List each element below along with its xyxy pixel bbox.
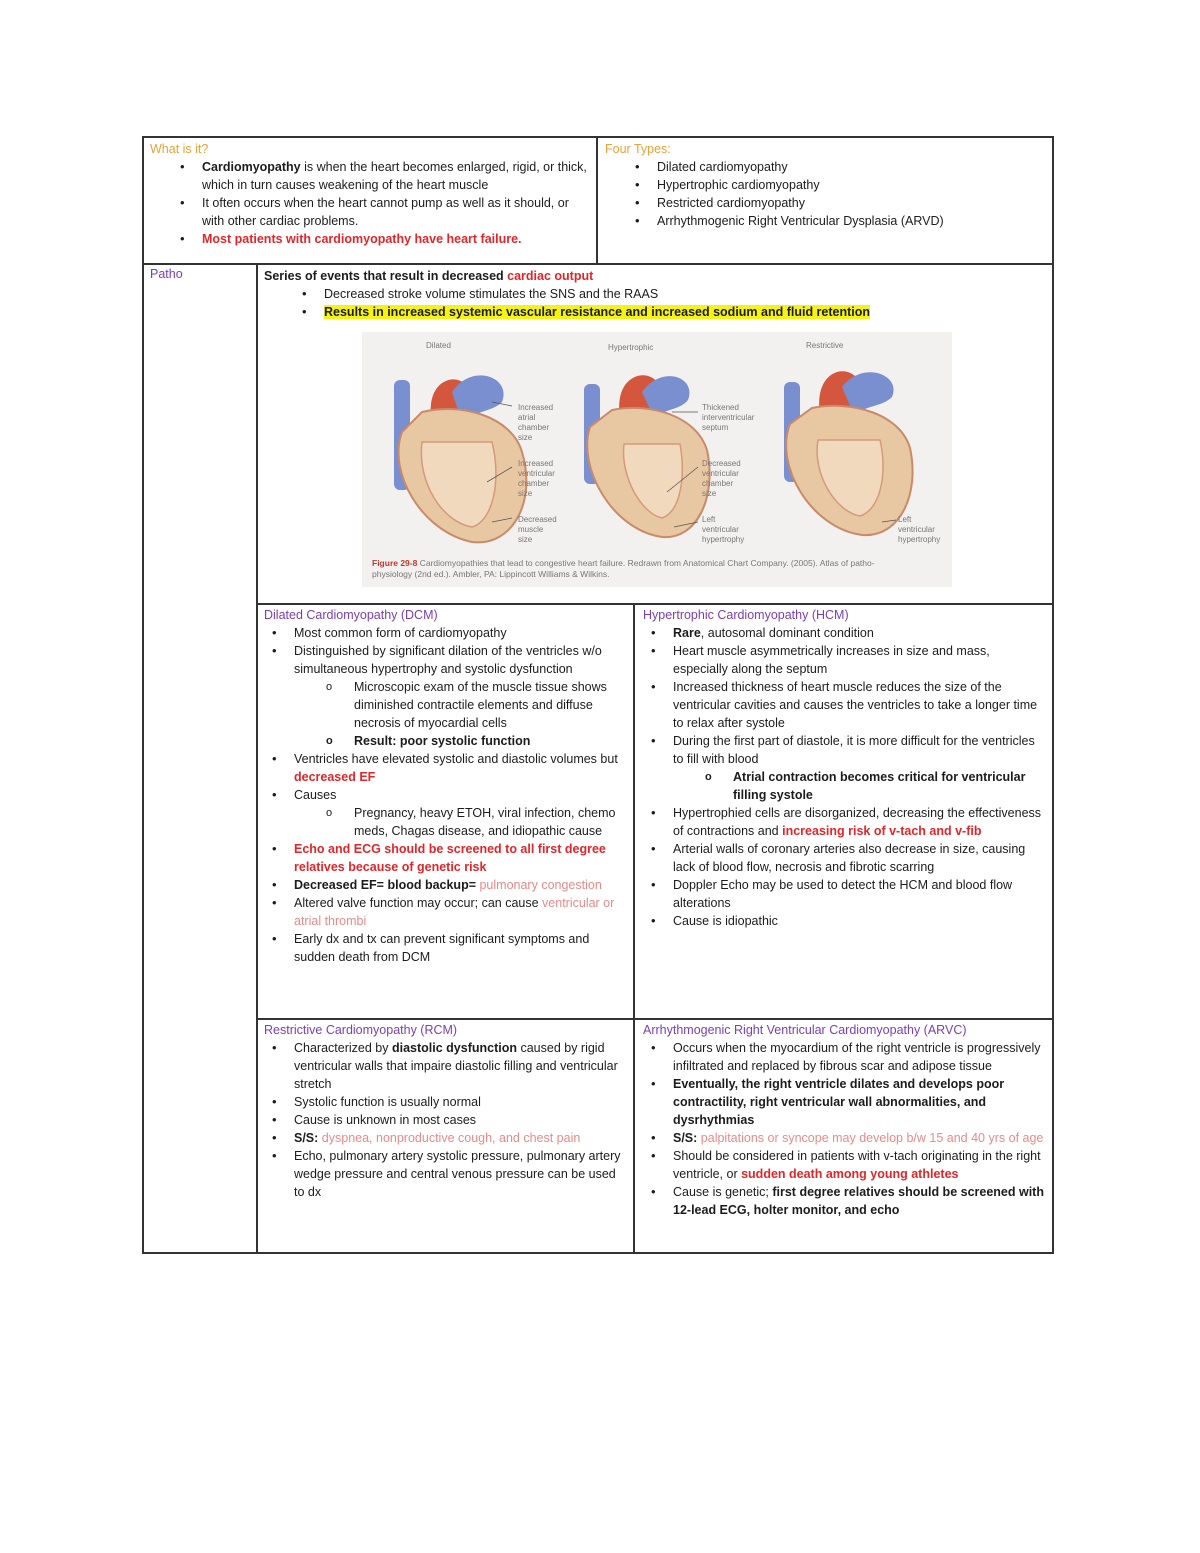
dcm-title: Dilated Cardiomyopathy (DCM) [264,608,438,622]
arvc-item-bold: S/S: [673,1131,701,1145]
patho-item-2-highlight: Results in increased systemic vascular resistance and increased sodium and fluid retention [324,305,871,319]
arvc-section [643,1021,1047,1219]
dcm-item: • Distinguished by significant dilation of the ventricles w/o simultaneous hypertrophy and systolic dysfunction [264,642,626,678]
hcm-title: Hypertrophic Cardiomyopathy (HCM) [643,608,849,622]
note: Increased [518,459,554,468]
note: ventricular [518,469,555,478]
dcm-item-pink: pulmonary congestion [479,878,602,892]
dcm-item-bold: Decreased EF= blood backup= [294,878,480,892]
arvc-item [643,1147,1047,1183]
what-is-it-title: What is it? [150,142,209,156]
types-row-divider [256,1018,1054,1020]
note: hypertrophy [702,535,745,544]
rcm-item: • Echo, pulmonary artery systolic pressure, pulmonary artery wedge pressure and central venous pressure can be used to dx [264,1147,626,1201]
type-item: • Hypertrophic cardiomyopathy [627,176,1045,194]
hcm-item: • Heart muscle asymmetrically increases in size and mass, especially along the septum [643,642,1047,678]
hcm-item-red: increasing risk of v-tach and v-fib [782,824,982,838]
rcm-section [264,1021,626,1201]
hcm-item-text: Hypertrophied cells are disorganized, decreasing the effectiveness of contractions and [673,806,1042,838]
table-bottom-border [142,1252,1054,1254]
note: Left [702,515,716,524]
heart-diagram [362,332,952,562]
figure-bottom-border [256,603,1054,605]
note: size [702,489,717,498]
note: Increased [518,403,554,412]
type-item: • Restricted cardiomyopathy [627,194,1045,212]
hcm-item: • Doppler Echo may be used to detect the HCM and blood flow alterations [643,876,1047,912]
dcm-item-red: decreased EF [294,770,376,784]
patho-item-1: • Decreased stroke volume stimulates the SNS and the RAAS [294,285,1044,303]
patho-series-red: cardiac output [507,269,594,283]
arvc-item [643,1075,1047,1129]
hcm-item [643,804,1047,840]
what-item-3-text: Most patients with cardiomyopathy have heart failure. [202,232,522,246]
what-item-1 [172,158,590,194]
rcm-item-text: Characterized by [294,1041,392,1055]
patho-section [264,267,1044,321]
table-top-border [142,136,1054,138]
what-item-3 [172,230,590,248]
type-item: • Arrhythmogenic Right Ventricular Dysplasia (ARVD) [627,212,1045,230]
note: ventricular [702,525,739,534]
note: chamber [518,479,550,488]
figure-caption-line1: Cardiomyopathies that lead to congestive heart failure. Redrawn from Anatomical Chart Company. (2005). Atlas of patho- [419,558,875,568]
figure-caption [372,558,947,580]
table-left-border [142,136,144,1253]
note: size [518,535,533,544]
dcm-item: • Early dx and tx can prevent significant symptoms and sudden death from DCM [264,930,626,966]
hcm-item: • Increased thickness of heart muscle reduces the size of the ventricular cavities and causes the ventricles to take a longer time to relax after systole [643,678,1047,732]
dcm-item [264,894,626,930]
what-is-it-section [150,140,590,248]
dcm-subitem: o Pregnancy, heavy ETOH, viral infection, chemo meds, Chagas disease, and idiopathic cause [264,804,626,840]
dcm-item: • Most common form of cardiomyopathy [264,624,626,642]
hcm-subitem: o Atrial contraction becomes critical for ventricular filling systole [643,768,1047,804]
dcm-item [264,840,626,876]
rcm-title: Restrictive Cardiomyopathy (RCM) [264,1023,458,1037]
dcm-item-red: Echo and ECG should be screened to all first degree relatives because of genetic risk [294,842,606,874]
what-item-2 [172,194,590,230]
dcm-item-text: Altered valve function may occur; can cause [294,896,543,910]
what-item-1-bold: Cardiomyopathy [202,160,301,174]
rcm-item [264,1129,626,1147]
top-row-bottom-border [142,263,1054,265]
note: chamber [702,479,734,488]
patho-column-divider [256,263,258,1253]
dcm-subitem: o Microscopic exam of the muscle tissue shows diminished contractile elements and diffuse necrosis of myocardial cells [264,678,626,732]
hcm-item-bold: Rare [673,626,701,640]
patho-item-2 [294,303,1044,321]
arvc-item-red: sudden death among young athletes [741,1167,959,1181]
rcm-item: • Cause is unknown in most cases [264,1111,626,1129]
note: Decreased [518,515,557,524]
arvc-title: Arrhythmogenic Right Ventricular Cardiomyopathy (ARVC) [643,1023,967,1037]
four-types-title: Four Types: [605,142,671,156]
dilated-notes [518,403,557,544]
note: Thickened [702,403,739,412]
note: atrial [518,413,536,422]
figure-caption-line2: physiology (2nd ed.). Ambler, PA: Lippincott Williams & Wilkins. [372,569,610,579]
table-right-border [1052,136,1054,1253]
dcm-section [264,606,626,966]
arvc-item-pink: palpitations or syncope may develop b/w 15 and 40 yrs of age [700,1131,1044,1145]
hcm-section [643,606,1047,930]
patho-label: Patho [150,267,183,281]
label-restrictive: Restrictive [806,341,844,350]
dcm-item-text: Ventricles have elevated systolic and diastolic volumes but [294,752,618,766]
top-row-divider [596,136,598,264]
dcm-item [264,750,626,786]
dcm-item [264,876,626,894]
hcm-item [643,624,1047,642]
rcm-item-bold: S/S: [294,1131,322,1145]
note: chamber [518,423,550,432]
rcm-item-bold: diastolic dysfunction [391,1041,517,1055]
types-column-divider [633,603,635,1253]
note: hypertrophy [898,535,941,544]
arvc-item: • Occurs when the myocardium of the right ventricle is progressively infiltrated and replaced by fibrous scar and adipose tissue [643,1039,1047,1075]
arvc-item-text: Cause is genetic; [673,1185,773,1199]
figure-caption-label: Figure 29-8 [372,558,418,568]
note: Decreased [702,459,741,468]
rcm-item: • Systolic function is usually normal [264,1093,626,1111]
patho-series-line [264,267,1044,285]
dcm-item-pink: ventricular or atrial thrombi [294,896,615,928]
what-item-2-text: It often occurs when the heart cannot pump as well as it should, or with other cardiac problems. [202,196,569,228]
hcm-item: • During the first part of diastole, it is more difficult for the ventricles to fill with blood [643,732,1047,768]
hcm-item: • Arterial walls of coronary arteries also decrease in size, causing lack of blood flow, necrosis and fibrotic scarring [643,840,1047,876]
note: size [518,489,533,498]
arvc-item [643,1129,1047,1147]
note: interventricular [702,413,755,422]
hcm-item-text: , autosomal dominant condition [700,626,874,640]
label-hypertrophic: Hypertrophic [608,343,654,352]
dcm-subitem: o Result: poor systolic function [264,732,626,750]
patho-series-text: Series of events that result in decreased [264,269,508,283]
heart-figure [362,332,952,587]
note: ventricular [898,525,935,534]
what-item-1-text: is when the heart becomes enlarged, rigid, or thick, which in turn causes weakening of the heart muscle [202,160,587,192]
note: muscle [518,525,544,534]
arvc-item-bold: first degree relatives should be screened with 12-lead ECG, holter monitor, and echo [673,1185,1044,1217]
type-item: • Dilated cardiomyopathy [627,158,1045,176]
hypertrophic-heart [584,375,710,537]
note: septum [702,423,729,432]
hypertrophic-notes [702,403,755,544]
note: size [518,433,533,442]
arvc-item [643,1183,1047,1219]
dilated-heart [394,375,526,542]
rcm-item-text: caused by rigid ventricular walls that impaire diastolic filling and ventricular stretch [294,1041,618,1091]
arvc-item-bold: Eventually, the right ventricle dilates and develops poor contractility, right ventricular wall abnormalities, and dysrhythmias [673,1077,1005,1127]
arvc-item-text: Should be considered in patients with v-tach originating in the right ventricle, or [673,1149,1041,1181]
restrictive-heart [784,371,913,535]
rcm-item [264,1039,626,1093]
label-dilated: Dilated [426,341,451,350]
rcm-item-pink: dyspnea, nonproductive cough, and chest pain [321,1131,581,1145]
note: Left [898,515,912,524]
four-types-section [605,140,1045,230]
restrictive-notes [898,515,940,544]
note: ventricular [702,469,739,478]
dcm-item: • Causes [264,786,626,804]
hcm-item: • Cause is idiopathic [643,912,1047,930]
